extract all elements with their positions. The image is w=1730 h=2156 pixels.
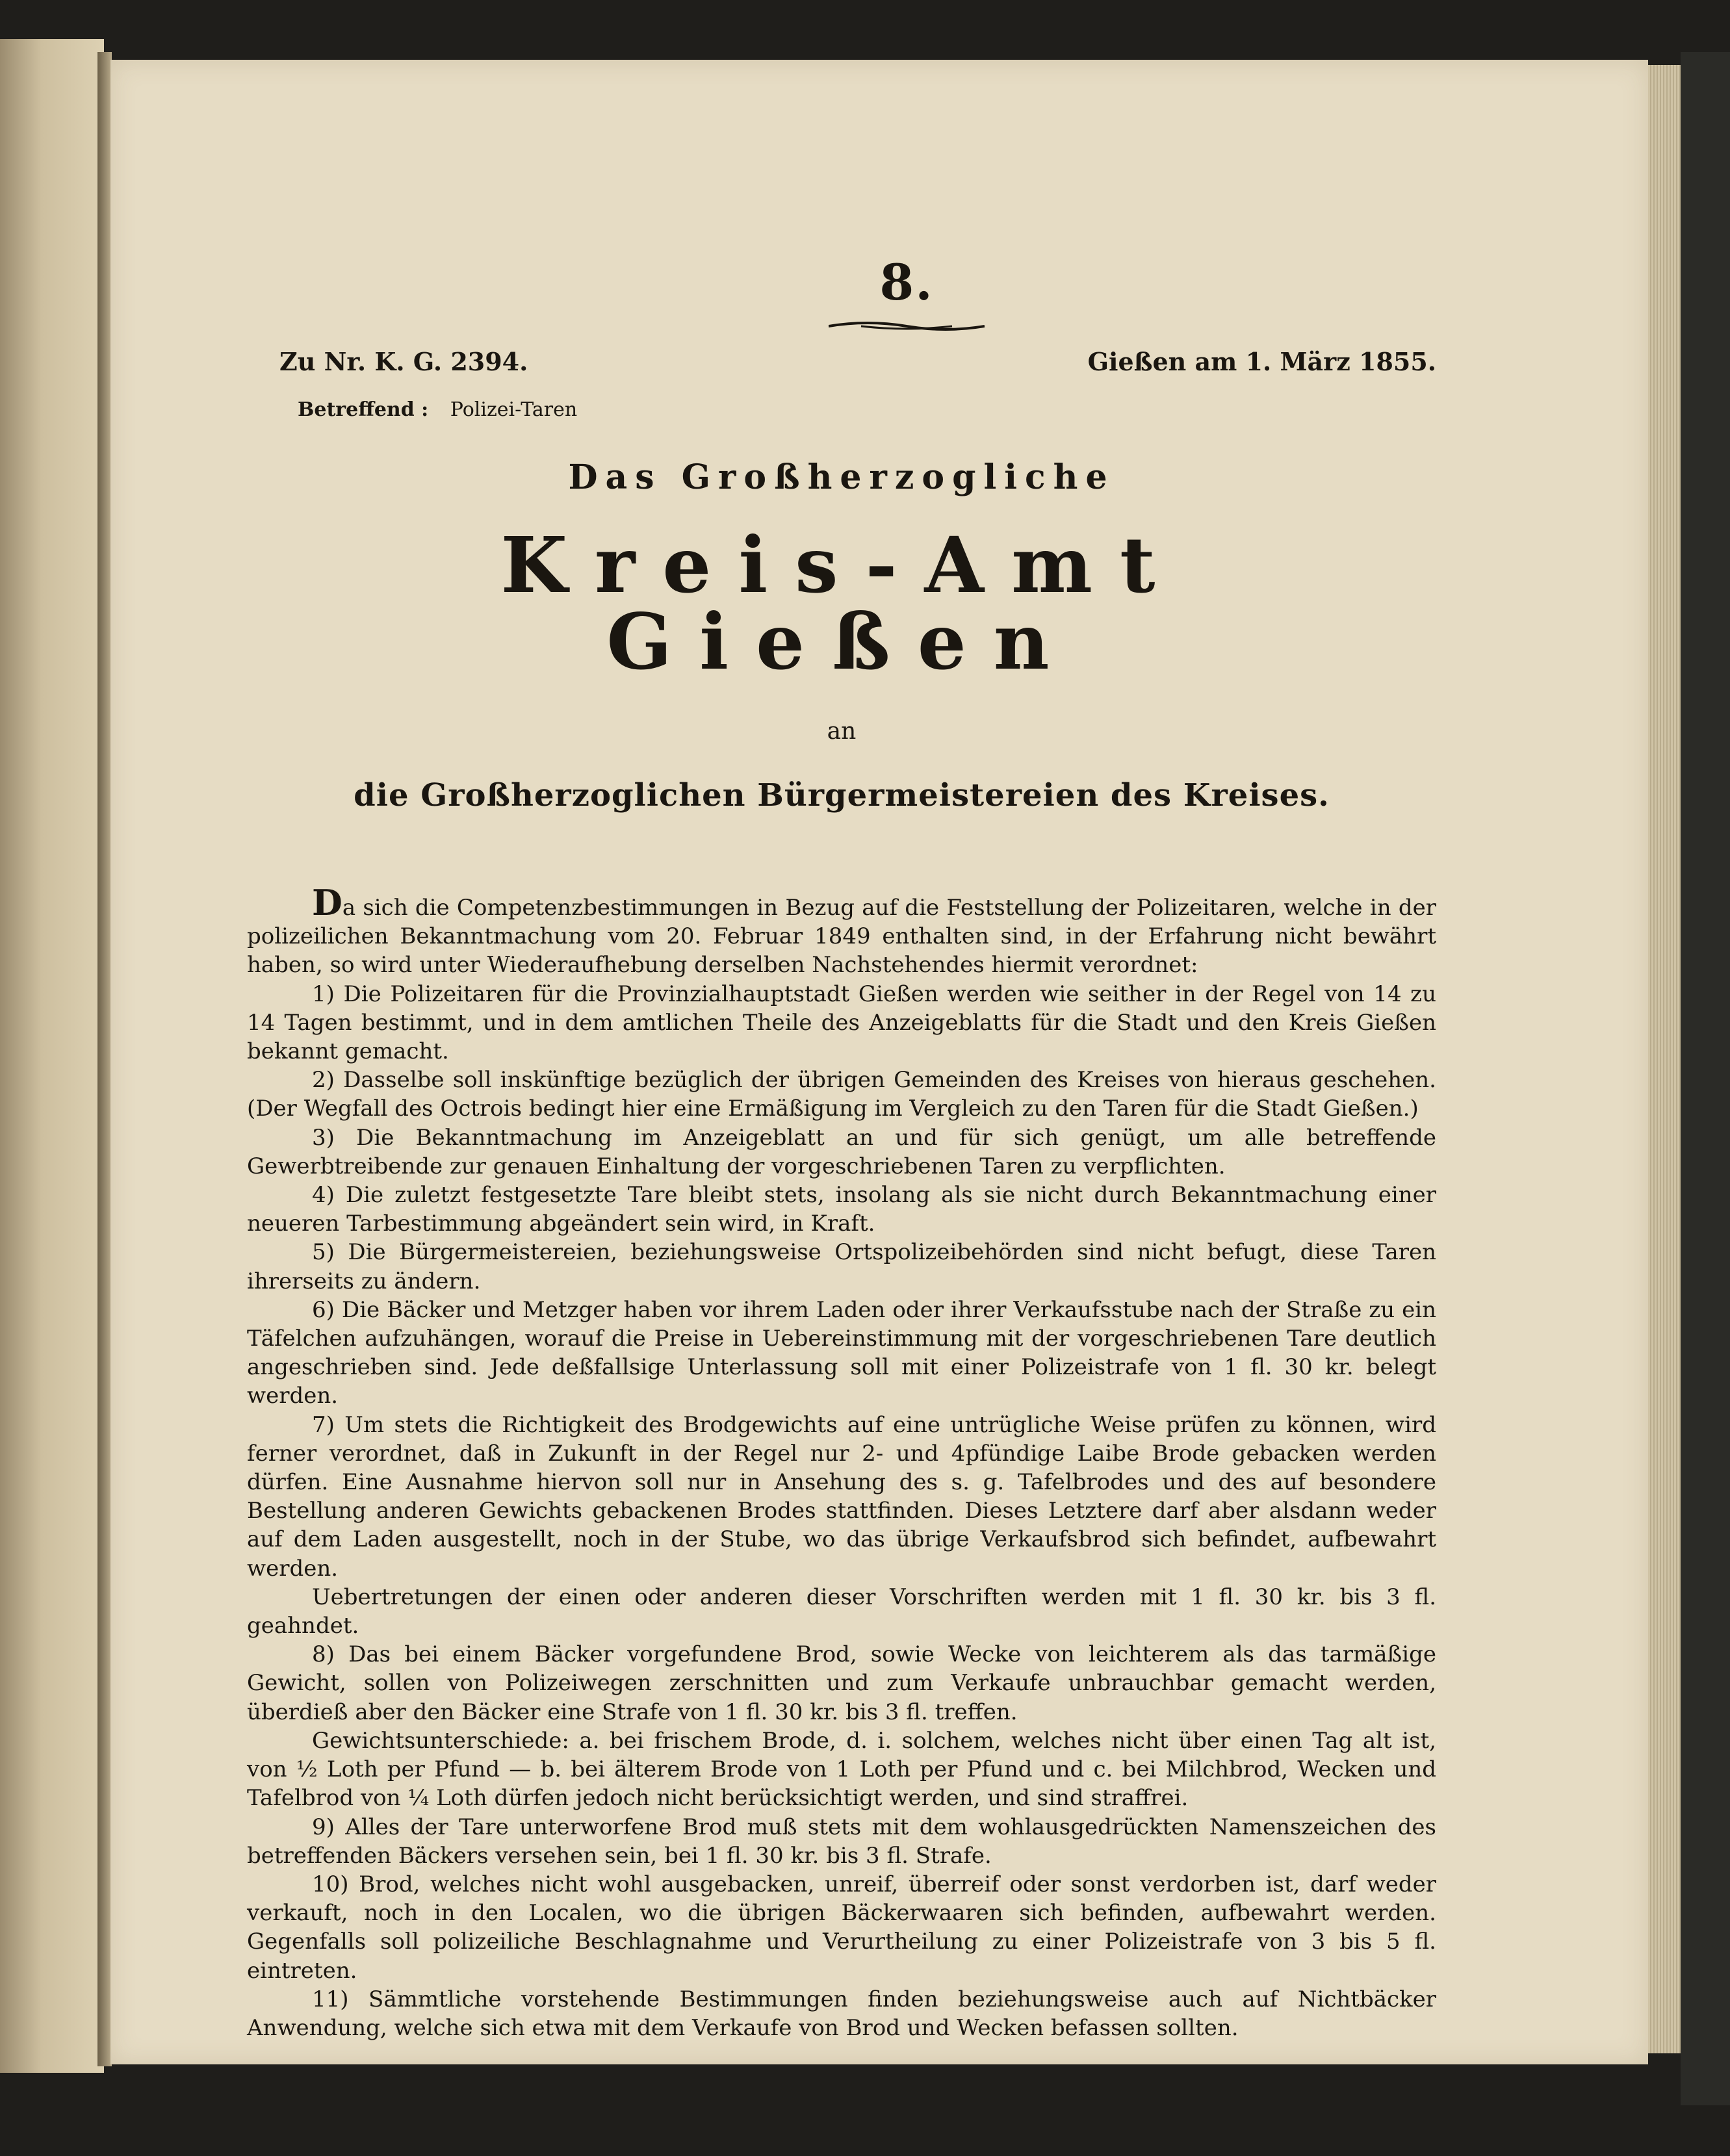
- paragraph-8-weights: Gewichtsunterschiede: a. bei frischem Brode, d. i. solchem, welches nicht über einen Tag alt ist, von ½ Loth per Pfund — b. bei älterem Brode von 1 Loth per Pfund und c. bei Milchbrod, Wecken und Tafelbrod von ¼ Loth dürfen jedoch nicht berücksichtigt werden, und sind straffrei.: [247, 1727, 1436, 1812]
- paragraph-8: 8) Das bei einem Bäcker vorgefundene Brod, sowie Wecke von leichterem als das tarmäßige Gewicht, sollen von Polizeiwegen zerschnitten und zum Verkaufe unbrauchbar gemacht werden, überdieß aber den Bäcker eine Strafe von 1 fl. 30 kr. bis 3 fl. treffen.: [247, 1641, 1436, 1725]
- paragraph-7-penalty: Uebertretungen der einen oder anderen dieser Vorschriften werden mit 1 fl. 30 kr. bis 3 fl. geahndet.: [247, 1584, 1436, 1639]
- page-content: [247, 195, 1436, 2042]
- intro-paragraph: [247, 882, 1436, 980]
- title-addressees: die Großherzoglichen Bürgermeistereien des Kreises.: [354, 777, 1330, 814]
- paragraph-5: 5) Die Bürgermeistereien, beziehungsweise Ortspolizeibehörden sind nicht befugt, diese Taren ihrerseits zu ändern.: [247, 1239, 1436, 1294]
- title-authority-prefix: Das Großherzogliche: [568, 457, 1115, 497]
- book-gutter: [97, 52, 112, 2066]
- subject-label: Betreffend :: [298, 398, 429, 421]
- document-number: 8.: [879, 253, 934, 311]
- paragraph-4: 4) Die zuletzt festgesetzte Tare bleibt stets, insolang als sie nicht durch Bekanntmachung einer neueren Tarbestimmung abgeändert sein wird, in Kraft.: [247, 1182, 1436, 1237]
- title-authority: Kreis-Amt Gießen: [500, 520, 1183, 687]
- subject-line: [247, 398, 1436, 421]
- initial-letter: D: [312, 882, 342, 923]
- intro-text: a sich die Competenzbestimmungen in Bezug auf die Feststellung der Polizeitaren, welche in der polizeilichen Bekanntmachung vom 20. Februar 1849 enthalten sind, in der Erfahrung nicht bewährt haben, so wird unter Wiederaufhebung derselben Nachstehendes hiermit verordnet:: [247, 895, 1436, 979]
- place-date: Gießen am 1. März 1855.: [1087, 347, 1436, 376]
- paragraph-2: 2) Dasselbe soll inskünftige bezüglich der übrigen Gemeinden des Kreises von hieraus geschehen. (Der Wegfall des Octrois bedingt hier eine Ermäßigung im Vergleich zu den Taren für die Stadt Gießen.): [247, 1067, 1436, 1122]
- paragraph-9: 9) Alles der Tare unterworfene Brod muß stets mit dem wohlausgedrückten Namenszeichen des betreffenden Bäckers versehen sein, bei 1 fl. 30 kr. bis 3 fl. Strafe.: [247, 1814, 1436, 1869]
- document-body: [247, 882, 1436, 2042]
- reference-number: Zu Nr. K. G. 2394.: [279, 347, 528, 376]
- paragraph-7: 7) Um stets die Richtigkeit des Brodgewichts auf eine untrügliche Weise prüfen zu können, wird ferner verordnet, daß in Zukunft in der Regel nur 2- und 4pfündige Laibe Brode gebacken werden dürfen. Eine Ausnahme hiervon soll nur in Ansehung des s. g. Tafelbrodes und des auf besondere Bestellung anderen Gewichts gebackenen Brodes stattfinden. Dieses Letztere darf aber alsdann weder auf dem Laden ausgestellt, noch in der Stube, wo das übrige Verkaufsbrod sich befindet, aufbewahrt werden.: [247, 1411, 1436, 1582]
- decorative-flourish: [829, 318, 985, 334]
- paragraph-6: 6) Die Bäcker und Metzger haben vor ihrem Laden oder ihrer Verkaufsstube nach der Straße zu ein Täfelchen aufzuhängen, worauf die Preise in Uebereinstimmung mit der vorgeschriebenen Tare deutlich angeschrieben sind. Jede deßfallsige Unterlassung soll mit einer Polizeistrafe von 1 fl. 30 kr. belegt werden.: [247, 1296, 1436, 1409]
- paragraph-10: 10) Brod, welches nicht wohl ausgebacken, unreif, überreif oder sonst verdorben ist, darf weder verkauft, noch in den Localen, wo die übrigen Bäckerwaaren sich befinden, aufbewahrt werden. Gegenfalls soll polizeiliche Beschlagnahme und Verurtheilung zu einer Polizeistrafe von 3 bis 5 fl. eintreten.: [247, 1871, 1436, 1984]
- title-connector: an: [827, 718, 857, 745]
- paragraph-11: 11) Sämmtliche vorstehende Bestimmungen finden beziehungsweise auch auf Nichtbäcker Anwendung, welche sich etwa mit dem Verkaufe von Brod und Wecken befassen sollten.: [247, 1986, 1436, 2041]
- paragraph-3: 3) Die Bekanntmachung im Anzeigeblatt an und für sich genügt, um alle betreffende Gewerbtreibende zur genauen Einhaltung der vorgeschriebenen Taren zu verpflichten.: [247, 1124, 1436, 1179]
- book-cover-board: [1681, 52, 1730, 2105]
- reference-line: [247, 347, 1436, 376]
- subject-text: Polizei-Taren: [450, 398, 578, 421]
- paragraph-1: 1) Die Polizeitaren für die Provinzialhauptstadt Gießen werden wie seither in der Regel von 14 zu 14 Tagen bestimmt, und in dem amtlichen Theile des Anzeigeblatts für die Stadt und den Kreis Gießen bekannt gemacht.: [247, 981, 1436, 1065]
- left-page-edge: [0, 39, 104, 2073]
- page-edges: [1648, 65, 1681, 2053]
